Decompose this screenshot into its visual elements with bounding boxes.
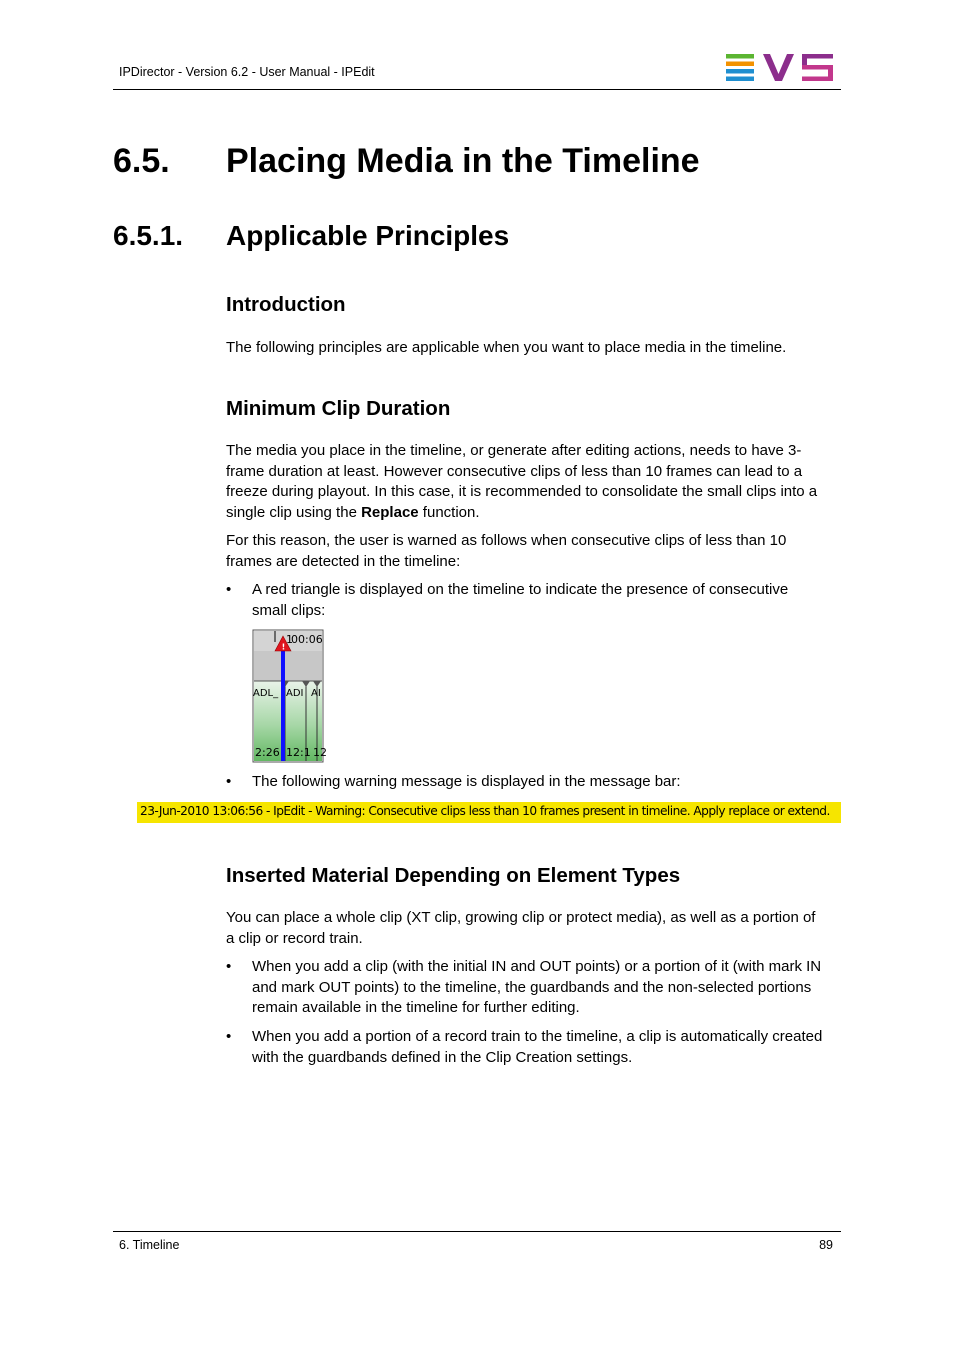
text-line: frame duration at least. However consecutive clips of less than 10 frames can lead to a — [226, 462, 803, 480]
text-line: For this reason, the user is warned as follows when consecutive clips of less than 10 — [226, 532, 787, 549]
text-line: remain available in the timeline for further editing. — [252, 999, 580, 1016]
ruler-mark: 1 — [286, 633, 293, 646]
text-line: a clip or record train. — [226, 929, 363, 947]
introduction-heading: Introduction — [226, 293, 346, 316]
list-item-text — [252, 580, 842, 621]
min-clip-paragraph-1 — [226, 441, 842, 523]
subsection-title: Applicable Principles — [226, 220, 510, 251]
text-line: and mark OUT points) to the timeline, the guardbands and the non-selected portions — [252, 978, 812, 996]
section-number: 6.5. — [113, 142, 170, 180]
bullet-marker: • — [226, 958, 232, 975]
text-line: A red triangle is displayed on the timeline to indicate the presence of consecutive — [252, 581, 789, 598]
text-line: When you add a portion of a record train to the timeline, a clip is automatically created — [252, 1028, 823, 1045]
text-span: function. — [418, 503, 480, 521]
clip-label: ADL_ — [253, 688, 279, 699]
inserted-heading: Inserted Material Depending on Element Types — [226, 864, 681, 887]
evs-logo — [726, 54, 834, 82]
bullet-marker: • — [226, 1028, 232, 1045]
warning-message: 23-Jun-2010 13:06:56 - IpEdit - Warning: Consecutive clips less than 10 frames present in timeline. Apply replace or extend. — [140, 804, 830, 818]
text-line: When you add a clip (with the initial IN and OUT points) or a portion of it (with mark IN — [252, 958, 822, 975]
text-span: single clip using the — [226, 503, 362, 521]
clip-label: AI — [311, 688, 321, 699]
clip-timecode: 2:26 — [255, 746, 280, 759]
bullet-marker: • — [226, 773, 232, 790]
text-line: with the guardbands defined in the Clip Creation settings. — [252, 1048, 633, 1066]
inserted-paragraph — [226, 908, 842, 949]
list-item-text — [252, 957, 842, 1019]
bullet-marker: • — [226, 581, 232, 598]
min-clip-paragraph-2 — [226, 531, 842, 572]
footer-chapter: 6. Timeline — [119, 1238, 180, 1252]
clip-timecode: 12 — [313, 746, 327, 759]
text-line: freeze during playout. In this case, it is recommended to consolidate the small clips into a — [226, 483, 818, 500]
message-bar — [137, 802, 841, 823]
introduction-text: The following principles are applicable when you want to place media in the timeline. — [226, 339, 787, 356]
header-rule — [113, 89, 841, 90]
ruler-timecode: 00:06 — [291, 633, 323, 646]
text-line: You can place a whole clip (XT clip, growing clip or protect media), as well as a portion of — [226, 909, 816, 926]
list-item-text — [252, 1027, 842, 1068]
list-item-text: The following warning message is displayed in the message bar: — [252, 773, 681, 790]
subsection-number: 6.5.1. — [113, 220, 184, 251]
track-gap — [254, 651, 322, 681]
clip-timecode: 12:1 — [286, 746, 311, 759]
footer-rule — [113, 1231, 841, 1232]
introduction-paragraph — [226, 338, 842, 359]
page-number: 89 — [819, 1238, 833, 1252]
text-line: small clips: — [252, 601, 326, 619]
min-clip-heading: Minimum Clip Duration — [226, 397, 451, 420]
timeline-screenshot — [253, 630, 327, 762]
section-title: Placing Media in the Timeline — [226, 142, 700, 180]
text-line: The media you place in the timeline, or generate after editing actions, needs to have 3- — [226, 442, 802, 459]
playhead — [281, 644, 285, 761]
running-header: IPDirector - Version 6.2 - User Manual - IPEdit — [119, 65, 375, 79]
text-line: frames are detected in the timeline: — [226, 552, 461, 570]
warning-glyph: ! — [281, 642, 286, 652]
text-line — [226, 503, 842, 524]
clip-label: ADI — [286, 688, 304, 699]
replace-keyword: Replace — [361, 503, 419, 521]
